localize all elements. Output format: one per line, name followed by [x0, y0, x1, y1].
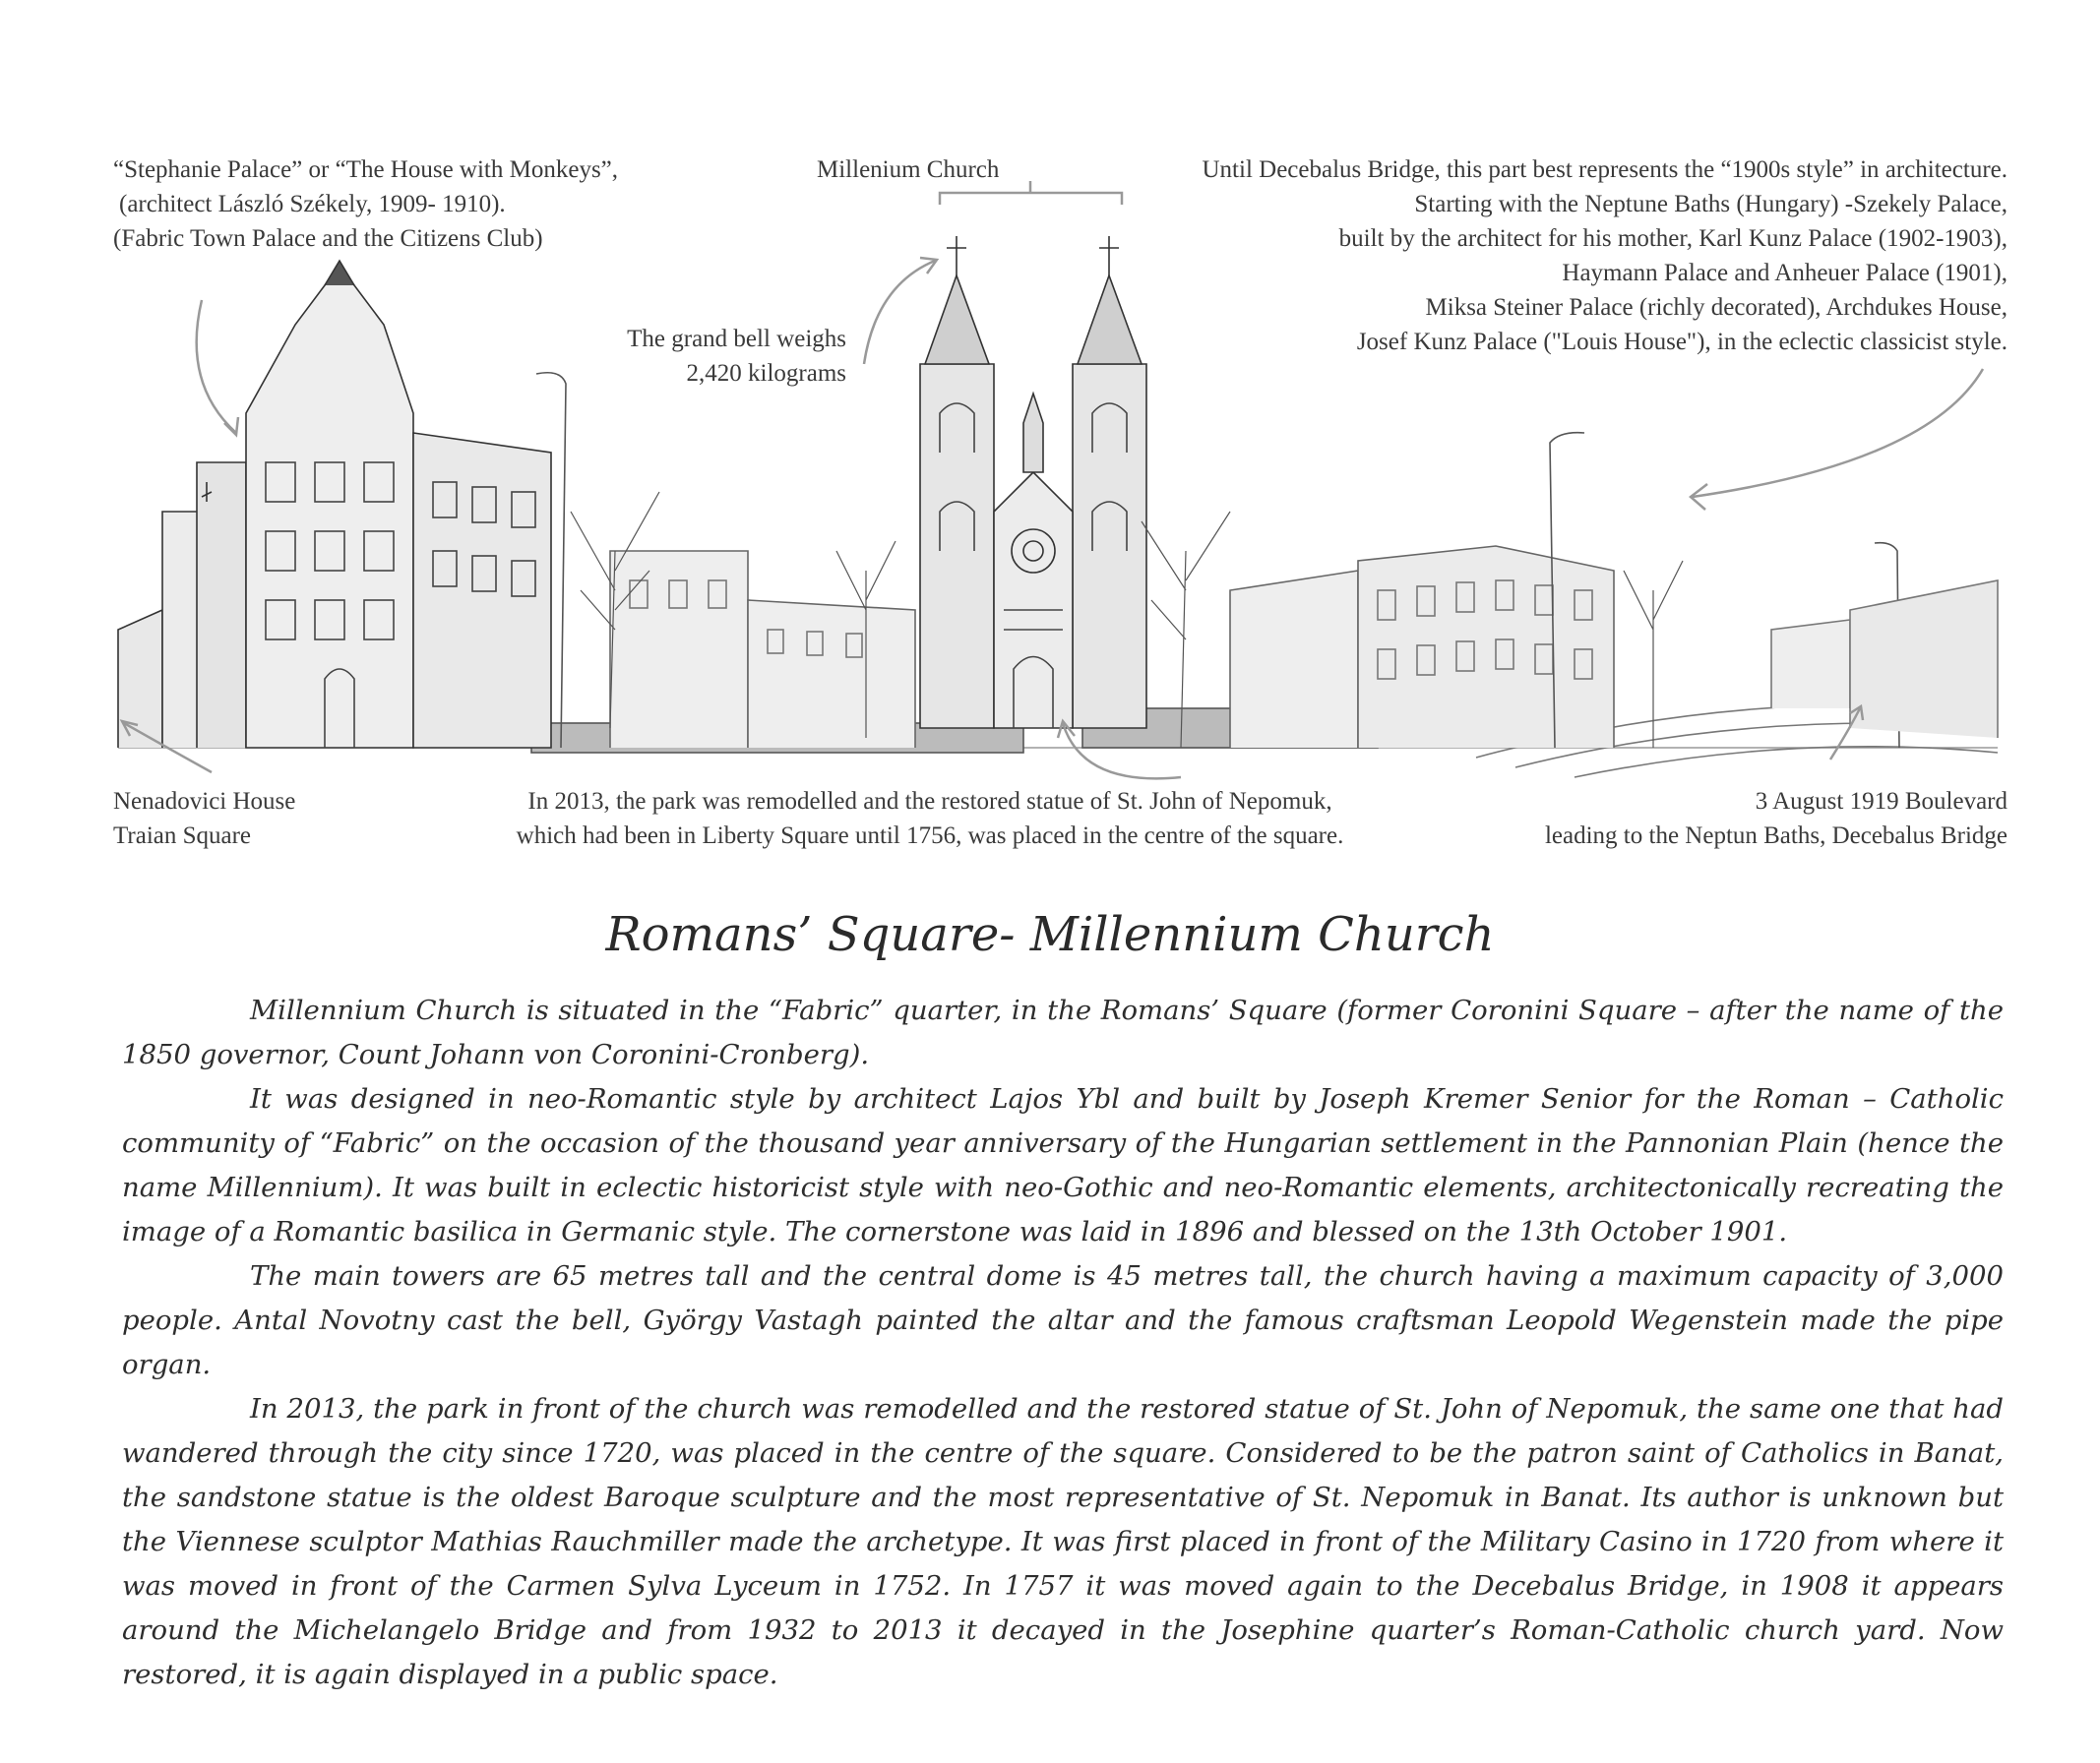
- caption-line: 2,420 kilograms: [686, 360, 846, 387]
- caption-nenadovici-house: [113, 784, 295, 853]
- caption-line: Josef Kunz Palace ("Louis House"), in the eclectic classicist style.: [1356, 329, 2007, 355]
- caption-decebalus-bridge: [1082, 152, 2007, 359]
- caption-line: Starting with the Neptune Baths (Hungary) -Szekely Palace,: [1414, 191, 2007, 217]
- paragraph: In 2013, the park in front of the church was remodelled and the restored statue of St. John of Nepomuk, the same one that had wandered through the city since 1720, was placed in the centre of the square. Considered to be the patron saint of Catholics in Banat, the sandstone statue is the oldest Baroque sculpture and the most representative of St. Nepomuk in Banat. Its author is unknown but the Viennese sculptor Mathias Rauchmiller made the archetype. It was first placed in front of the Military Casino in 1720 from where it was moved in front of the Carmen Sylva Lyceum in 1752. In 1757 it was moved again to the Decebalus Bridge, in 1908 it appears around the Michelangelo Bridge and from 1932 to 2013 it decayed in the Josephine quarter’s Roman-Catholic church yard. Now restored, it is again displayed in a public space.: [122, 1393, 2004, 1690]
- caption-line: “Stephanie Palace” or “The House with Monkeys”,: [113, 156, 619, 183]
- caption-line: Traian Square: [113, 822, 252, 849]
- paragraph: It was designed in neo-Romantic style by architect Lajos Ybl and built by Joseph Kremer Senior for the Roman – Catholic community of “Fabric” on the occasion of the thousand year anniversary of the Hungarian settlement in the Pannonian Plain (hence the name Millennium). It was built in eclectic historicist style with neo-Gothic and neo-Romantic elements, architectonically recreating the image of a Romantic basilica in Germanic style. The cornerstone was laid in 1896 and blessed on the 13th October 1901.: [122, 1083, 2004, 1247]
- page-title: Romans’ Square- Millennium Church: [605, 907, 1495, 962]
- caption-park: [433, 784, 1427, 853]
- caption-line: The grand bell weighs: [627, 326, 846, 352]
- caption-bell: [551, 322, 846, 391]
- caption-line: (architect László Székely, 1909- 1910).: [119, 191, 506, 217]
- caption-line: Miksa Steiner Palace (richly decorated), Archdukes House,: [1425, 294, 2007, 321]
- article-body: [122, 989, 2004, 1697]
- stephanie-palace-sketch: [118, 261, 551, 748]
- caption-line: Millenium Church: [817, 156, 1000, 183]
- caption-line: which had been in Liberty Square until 1756, was placed in the centre of the square.: [516, 822, 1344, 849]
- caption-line: Until Decebalus Bridge, this part best represents the “1900s style” in architecture.: [1202, 156, 2007, 183]
- paragraph: The main towers are 65 metres tall and the central dome is 45 metres tall, the church having a maximum capacity of 3,000 people. Antal Novotny cast the bell, György Vastagh painted the altar and the famous craftsman Leopold Wegenstein made the pipe organ.: [122, 1260, 2004, 1380]
- caption-line: Haymann Palace and Anheuer Palace (1901),: [1562, 260, 2007, 286]
- caption-millenium-church: [817, 152, 999, 187]
- caption-line: leading to the Neptun Baths, Decebalus Bridge: [1544, 822, 2007, 849]
- caption-line: 3 August 1919 Boulevard: [1755, 788, 2007, 815]
- caption-line: (Fabric Town Palace and the Citizens Club): [113, 225, 543, 252]
- panorama-drawing: [0, 0, 2100, 866]
- paragraph: Millennium Church is situated in the “Fabric” quarter, in the Romans’ Square (former Coronini Square – after the name of the 1850 governor, Count Johann von Coronini-Cronberg).: [122, 995, 2004, 1070]
- caption-boulevard: [1456, 784, 2007, 853]
- caption-line: Nenadovici House: [113, 788, 296, 815]
- caption-stephanie-palace: [113, 152, 618, 256]
- caption-line: built by the architect for his mother, Karl Kunz Palace (1902-1903),: [1338, 225, 2007, 252]
- caption-line: In 2013, the park was remodelled and the restored statue of St. John of Nepomuk,: [527, 788, 1332, 815]
